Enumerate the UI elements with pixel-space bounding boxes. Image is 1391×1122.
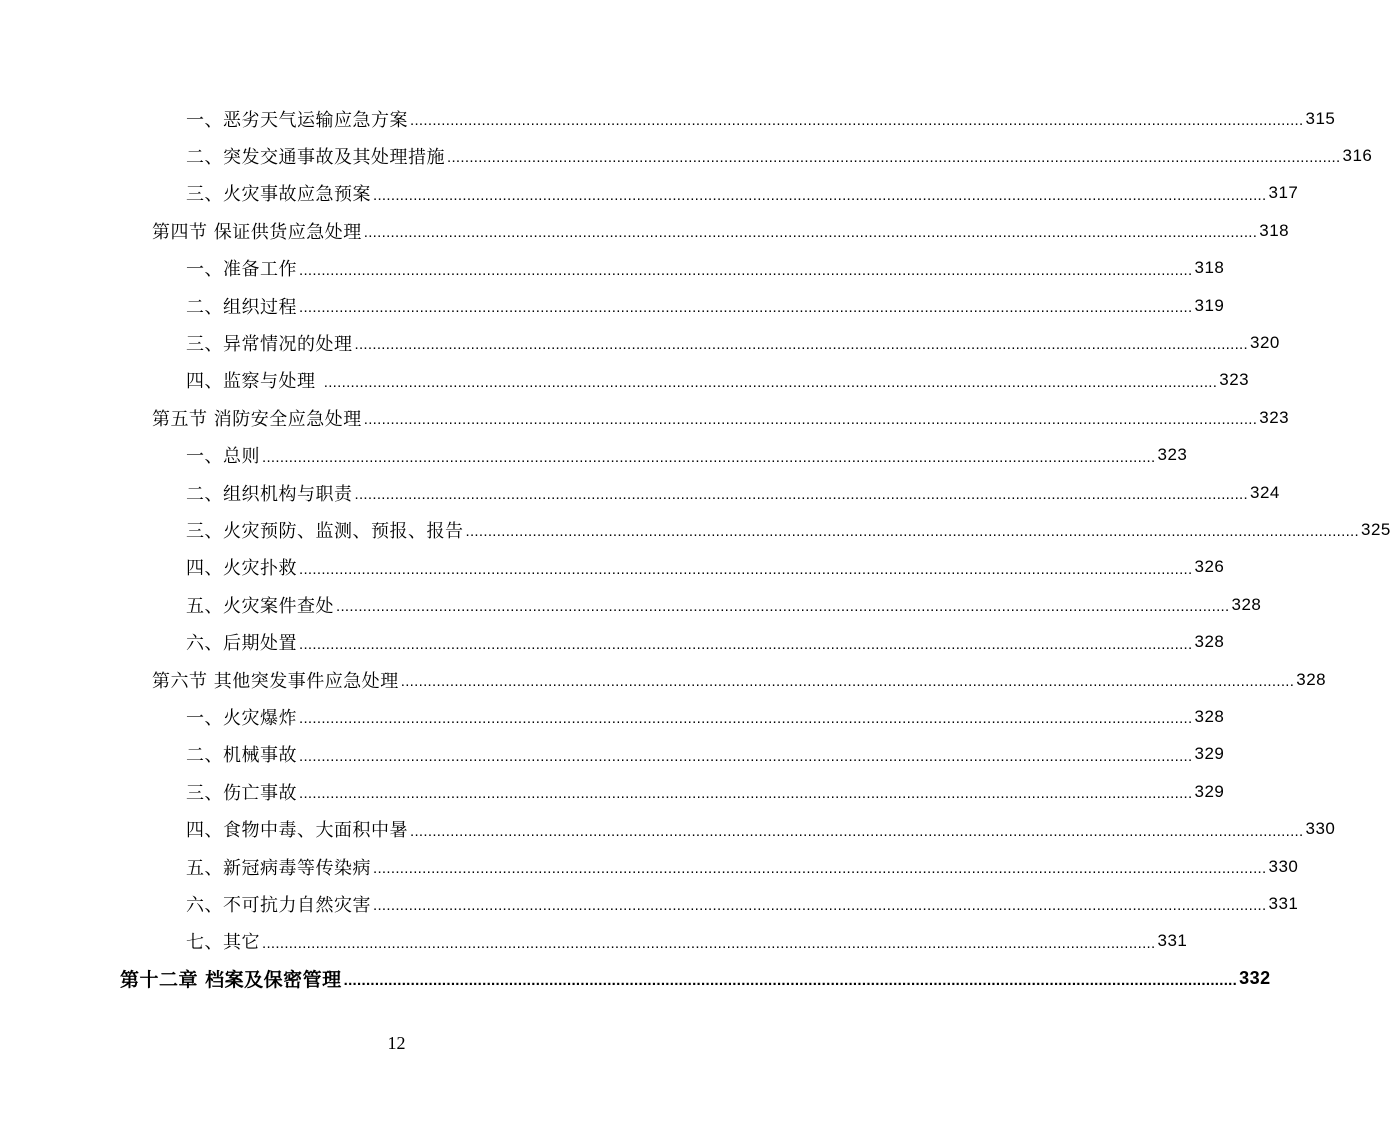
toc-entry-title: 三、异常情况的处理 xyxy=(186,333,353,355)
toc-dot-leader: ........................................................................................................................................................................................................ xyxy=(343,972,1238,990)
toc-entry[interactable] xyxy=(186,511,1391,548)
toc-dot-leader: ........................................................................................................................................................................................................ xyxy=(299,785,1193,803)
toc-entry-title: 三、伤亡事故 xyxy=(186,782,297,804)
toc-entry-title: 第四节 保证供货应急处理 xyxy=(152,221,362,243)
toc-entry-title: 二、突发交通事故及其处理措施 xyxy=(186,146,445,168)
toc-entry-page: 323 xyxy=(1219,370,1250,390)
toc-dot-leader: ........................................................................................................................................................................................................ xyxy=(323,373,1218,391)
toc-entry[interactable] xyxy=(186,624,1225,661)
toc-entry-title: 三、火灾预防、监测、预报、报告 xyxy=(186,520,464,542)
toc-entry[interactable] xyxy=(186,848,1299,885)
toc-entry[interactable] xyxy=(186,773,1225,810)
toc-dot-leader: ........................................................................................................................................................................................................ xyxy=(299,261,1193,279)
toc-entry-title: 一、总则 xyxy=(186,446,260,468)
toc-entry[interactable] xyxy=(186,250,1225,287)
toc-dot-leader: ........................................................................................................................................................................................................ xyxy=(410,822,1304,840)
toc-dot-leader: ........................................................................................................................................................................................................ xyxy=(354,486,1248,503)
toc-entry-page: 318 xyxy=(1194,258,1225,278)
toc-entry-title: 第五节 消防安全应急处理 xyxy=(152,408,362,430)
toc-dot-leader: ........................................................................................................................................................................................................ xyxy=(299,299,1193,316)
toc-entry-page: 319 xyxy=(1194,295,1225,315)
toc-entry-page: 325 xyxy=(1361,519,1391,539)
toc-dot-leader: ........................................................................................................................................................................................................ xyxy=(354,336,1248,354)
toc-dot-leader: ........................................................................................................................................................................................................ xyxy=(447,149,1341,167)
toc-dot-leader: ........................................................................................................................................................................................................ xyxy=(410,112,1304,129)
toc-entry-title: 四、食物中毒、大面积中暑 xyxy=(186,820,408,842)
toc-entry[interactable] xyxy=(186,885,1299,922)
toc-entry[interactable] xyxy=(186,175,1299,212)
toc-dot-leader: ........................................................................................................................................................................................................ xyxy=(262,934,1156,952)
toc-dot-leader: ........................................................................................................................................................................................................ xyxy=(363,224,1258,242)
toc-entry-title: 五、火灾案件查处 xyxy=(186,595,334,617)
toc-chapter-entry[interactable] xyxy=(120,960,1271,997)
toc-dot-leader: ........................................................................................................................................................................................................ xyxy=(299,560,1193,578)
toc-entry-title: 第十二章 档案及保密管理 xyxy=(120,969,342,992)
toc-entry-page: 315 xyxy=(1305,108,1336,128)
toc-section-entry[interactable] xyxy=(152,399,1290,436)
toc-entry-page: 330 xyxy=(1305,819,1336,839)
toc-dot-leader: ........................................................................................................................................................................................................ xyxy=(373,897,1267,915)
toc-entry-page: 331 xyxy=(1268,893,1299,913)
toc-entry-title: 一、火灾爆炸 xyxy=(186,707,297,729)
page-number: 12 xyxy=(387,1033,406,1053)
toc-entry-page: 329 xyxy=(1194,781,1225,801)
toc-dot-leader: ........................................................................................................................................................................................................ xyxy=(299,747,1193,765)
toc-entry-page: 326 xyxy=(1194,557,1225,577)
toc-entry-page: 328 xyxy=(1231,594,1262,614)
toc-dot-leader: ........................................................................................................................................................................................................ xyxy=(299,710,1193,728)
toc-entry[interactable] xyxy=(186,287,1225,324)
toc-entry-title: 二、机械事故 xyxy=(186,745,297,767)
toc-entry-title: 七、其它 xyxy=(186,932,260,954)
toc-entry-page: 328 xyxy=(1296,669,1327,689)
toc-entry[interactable] xyxy=(186,474,1280,511)
toc-entry-title: 三、火灾事故应急预案 xyxy=(186,184,371,206)
toc-entry-title: 一、准备工作 xyxy=(186,259,297,281)
toc-entry-page: 323 xyxy=(1157,445,1188,465)
toc-entry[interactable] xyxy=(186,100,1336,137)
toc-section-entry[interactable] xyxy=(152,661,1327,698)
toc-entry-title: 五、新冠病毒等传染病 xyxy=(186,857,371,879)
toc-entry-page: 330 xyxy=(1268,856,1299,876)
toc-dot-leader: ........................................................................................................................................................................................................ xyxy=(465,523,1359,541)
toc-entry-page: 320 xyxy=(1250,332,1280,352)
toc-entry[interactable] xyxy=(186,137,1373,174)
toc-entry[interactable] xyxy=(186,549,1225,586)
toc-entry-page: 323 xyxy=(1259,407,1290,427)
toc-entry[interactable] xyxy=(186,362,1250,399)
toc-entry[interactable] xyxy=(186,437,1188,474)
toc-entry-page: 317 xyxy=(1268,183,1299,203)
toc-entry[interactable] xyxy=(186,923,1188,960)
toc-entry[interactable] xyxy=(186,736,1225,773)
toc-entry-page: 328 xyxy=(1194,632,1225,652)
toc-entry-page: 318 xyxy=(1259,220,1290,240)
toc-entry-title: 六、不可抗力自然灾害 xyxy=(186,894,371,916)
toc-dot-leader: ........................................................................................................................................................................................................ xyxy=(262,448,1156,466)
toc-dot-leader: ........................................................................................................................................................................................................ xyxy=(299,635,1193,653)
toc-entry[interactable] xyxy=(186,586,1262,623)
toc-dot-leader: ........................................................................................................................................................................................................ xyxy=(363,411,1258,429)
toc-entry-title: 第六节 其他突发事件应急处理 xyxy=(152,670,399,692)
toc-entry-page: 329 xyxy=(1194,744,1225,764)
toc-dot-leader: ........................................................................................................................................................................................................ xyxy=(336,598,1230,616)
toc-dot-leader: ........................................................................................................................................................................................................ xyxy=(400,673,1295,690)
toc-entry-title: 二、组织过程 xyxy=(186,296,297,318)
toc-entry-title: 六、后期处置 xyxy=(186,633,297,655)
toc-entry-page: 328 xyxy=(1194,706,1225,726)
toc-entry-title: 四、监察与处理 xyxy=(186,371,322,393)
toc-section-entry[interactable] xyxy=(152,212,1290,249)
toc-dot-leader: ........................................................................................................................................................................................................ xyxy=(373,186,1267,204)
toc-entry-page: 332 xyxy=(1239,968,1271,989)
toc-entry-page: 324 xyxy=(1250,482,1280,502)
toc-entry-page: 316 xyxy=(1342,145,1373,165)
toc-entry-title: 一、恶劣天气运输应急方案 xyxy=(186,109,408,131)
toc-dot-leader: ........................................................................................................................................................................................................ xyxy=(373,860,1267,877)
toc-entry[interactable] xyxy=(186,324,1280,361)
toc-entry-title: 二、组织机构与职责 xyxy=(186,483,353,505)
toc-entry[interactable] xyxy=(186,811,1336,848)
toc-entry-page: 331 xyxy=(1157,931,1188,951)
toc-entry[interactable] xyxy=(186,698,1225,735)
toc-entry-title: 四、火灾扑救 xyxy=(186,558,297,580)
